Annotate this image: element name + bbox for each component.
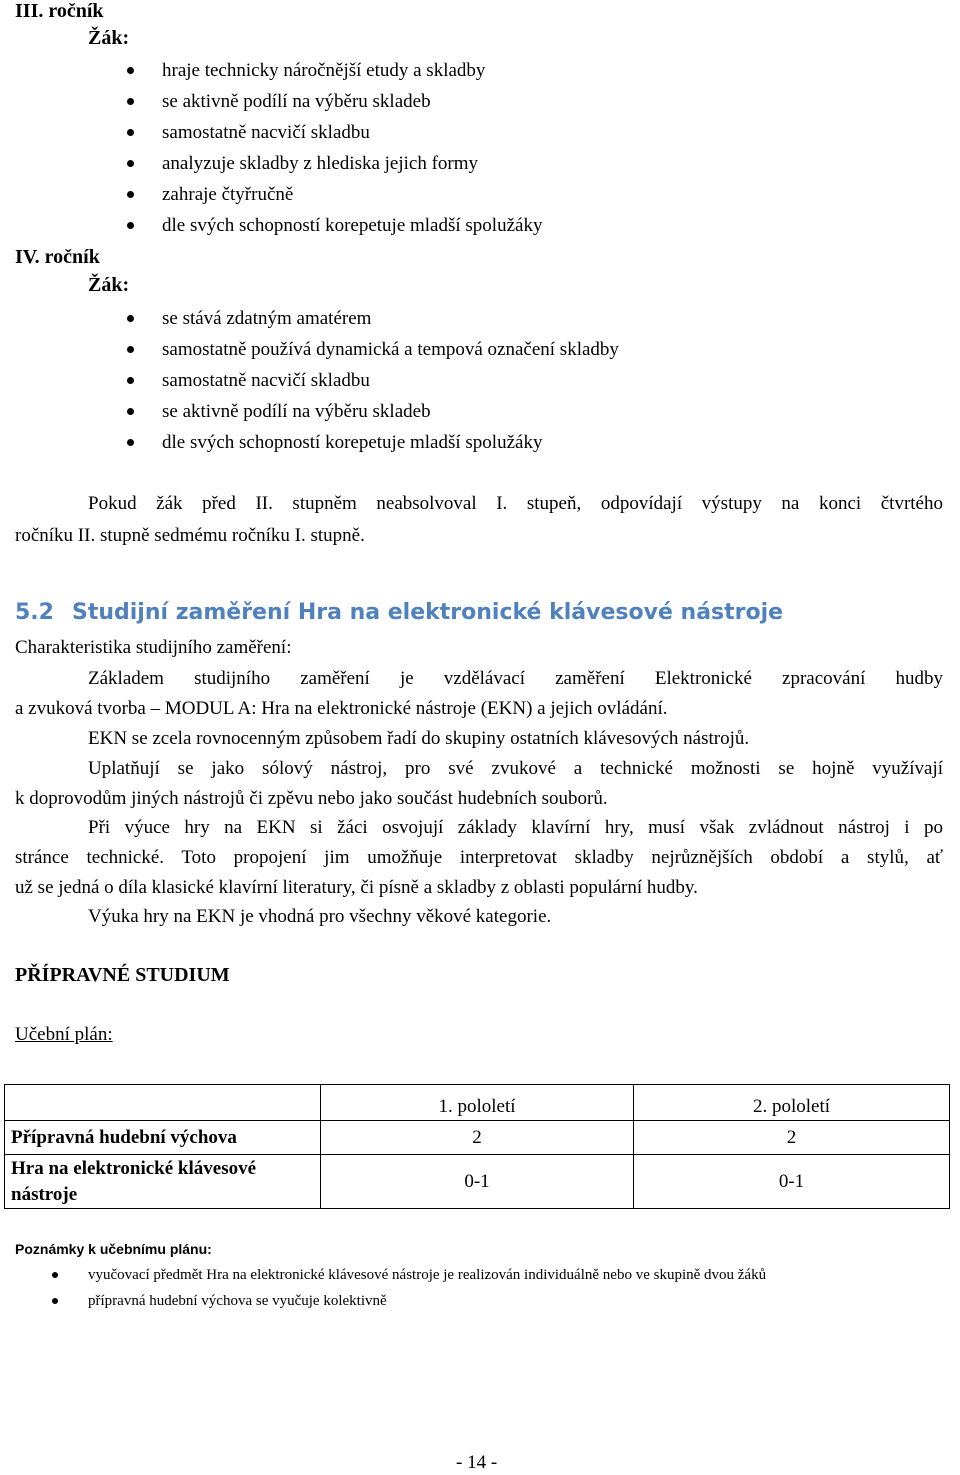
list-item: se aktivně podílí na výběru skladeb	[0, 86, 542, 117]
list-item: samostatně nacvičí skladbu	[0, 117, 542, 148]
note-line-2: ročníku II. stupně sedmému ročníku I. stupně.	[15, 525, 365, 546]
prep-heading: PŘÍPRAVNÉ STUDIUM	[15, 964, 230, 986]
table-cell-sem1: 0-1	[321, 1155, 634, 1209]
table-header-empty	[5, 1085, 321, 1121]
table-cell-sem1: 2	[321, 1121, 634, 1155]
paragraph-3-line-1: Uplatňují se jako sólový nástroj, pro své zvukové a technické možnosti se hojně využívají	[88, 758, 943, 779]
year3-heading: III. ročník	[15, 0, 104, 22]
paragraph-4-line-1: Při výuce hry na EKN si žáci osvojují základy klavírní hry, musí však zvládnout nástroj i po	[88, 817, 943, 838]
notes-list	[0, 1262, 766, 1314]
list-item: se stává zdatným amatérem	[0, 303, 619, 334]
table-cell-subject: Přípravná hudební výchova	[5, 1121, 321, 1155]
paragraph-1-line-1: Základem studijního zaměření je vzdělávací zaměření Elektronické zpracování hudby	[88, 668, 943, 689]
bullet-icon	[127, 439, 134, 446]
bullet-icon	[127, 191, 134, 198]
list-item: zahraje čtyřručně	[0, 179, 542, 210]
year3-student-label: Žák:	[88, 27, 130, 49]
bullet-icon	[127, 346, 134, 353]
bullet-icon	[127, 222, 134, 229]
list-item: samostatně používá dynamická a tempová označení skladby	[0, 334, 619, 365]
table-header-row	[5, 1085, 950, 1121]
note-line-1: Pokud žák před II. stupněm neabsolvoval I. stupeň, odpovídají výstupy na konci čtvrtého	[88, 493, 943, 514]
bullet-icon	[127, 160, 134, 167]
list-item: dle svých schopností korepetuje mladší spolužáky	[0, 210, 542, 241]
table-row	[5, 1121, 950, 1155]
paragraph-5-line-1: Výuka hry na EKN je vhodná pro všechny věkové kategorie.	[88, 906, 552, 927]
bullet-icon	[127, 98, 134, 105]
table-cell-sem2: 0-1	[634, 1155, 950, 1209]
list-item: hraje technicky náročnější etudy a skladby	[0, 55, 542, 86]
year3-outcomes-list	[0, 55, 542, 241]
table-cell-subject: Hra na elektronické klávesové nástroje	[5, 1155, 321, 1209]
bullet-icon	[127, 315, 134, 322]
bullet-icon	[127, 408, 134, 415]
list-item: vyučovací předmět Hra na elektronické klávesové nástroje je realizován individuálně nebo ve skupině dvou žáků	[0, 1262, 766, 1288]
paragraph-1-line-2: a zvuková tvorba – MODUL A: Hra na elektronické nástroje (EKN) a jejich ovládání.	[15, 698, 668, 719]
list-item: přípravná hudební výchova se vyučuje kolektivně	[0, 1288, 766, 1314]
bullet-icon	[52, 1298, 58, 1304]
table-cell-sem2: 2	[634, 1121, 950, 1155]
table-header-sem2: 2. pololetí	[634, 1085, 950, 1121]
table-row	[5, 1155, 950, 1209]
plan-label: Učební plán:	[15, 1024, 113, 1045]
section-title: Studijní zaměření Hra na elektronické klávesové nástroje	[71, 600, 784, 625]
bullet-icon	[52, 1272, 58, 1278]
table-header-sem1: 1. pololetí	[321, 1085, 634, 1121]
year4-student-label: Žák:	[88, 274, 130, 296]
paragraph-4-line-2: stránce technické. Toto propojení jim umožňuje interpretovat skladby nejrůznějších období a stylů, ať	[15, 847, 943, 868]
year4-outcomes-list	[0, 303, 619, 458]
list-item: analyzuje skladby z hlediska jejich formy	[0, 148, 542, 179]
section-heading	[15, 600, 783, 625]
list-item: dle svých schopností korepetuje mladší spolužáky	[0, 427, 619, 458]
paragraph-4-line-3: už se jedná o díla klasické klavírní literatury, či písně a skladby z oblasti populární hudby.	[15, 877, 698, 898]
list-item: samostatně nacvičí skladbu	[0, 365, 619, 396]
paragraph-3-line-2: k doprovodům jiných nástrojů či zpěvu nebo jako součást hudebních souborů.	[15, 788, 608, 809]
bullet-icon	[127, 377, 134, 384]
bullet-icon	[127, 67, 134, 74]
characteristics-label: Charakteristika studijního zaměření:	[15, 637, 292, 658]
page-number: - 14 -	[456, 1452, 498, 1473]
bullet-icon	[127, 129, 134, 136]
year4-heading: IV. ročník	[15, 246, 100, 268]
list-item: se aktivně podílí na výběru skladeb	[0, 396, 619, 427]
curriculum-table	[4, 1084, 950, 1209]
paragraph-2-line-1: EKN se zcela rovnocenným způsobem řadí do skupiny ostatních klávesových nástrojů.	[88, 728, 750, 749]
section-number: 5.2	[15, 600, 54, 625]
notes-title: Poznámky k učebnímu plánu:	[15, 1241, 212, 1257]
